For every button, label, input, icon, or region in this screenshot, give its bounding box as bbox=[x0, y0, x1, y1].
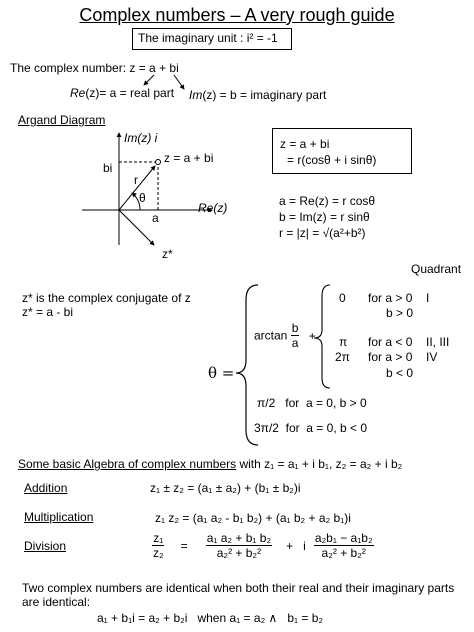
imaginary-part: Im(z) = b = imaginary part bbox=[189, 88, 327, 102]
identical-line3: a₁ + b₁i = a₂ + b₂i when a₁ = a₂ ∧ b₁ = b₂ bbox=[97, 611, 324, 625]
division-real-fraction: $\frac{\text{a₁ a₂ + b₁ b₂}}{\text{a₂² + b₂²}}$ bbox=[206, 531, 272, 560]
case0-quad: I bbox=[426, 291, 430, 305]
point-label: z = a + bi bbox=[164, 151, 214, 165]
relation-r: r = |z| = √(a²+b²) bbox=[279, 226, 366, 240]
case3-val: 2π bbox=[335, 350, 350, 364]
y-axis-label: Im(z) i bbox=[124, 131, 158, 145]
arctan-fraction: $\frac{b}{a}$ bbox=[291, 321, 299, 350]
addition-formula: z₁ ± z₂ = (a₁ ± a₂) + (b₁ ± b₂)i bbox=[150, 481, 301, 495]
page-title: Complex numbers – A very rough guide bbox=[79, 5, 395, 25]
real-part: Re(z)= a = real part bbox=[70, 86, 175, 100]
algebra-with: with z₁ = a₁ + i b₁, z₂ = a₂ + i b₂ bbox=[239, 457, 403, 471]
quadrant-heading: Quadrant bbox=[411, 262, 462, 276]
case1-cond: b > 0 bbox=[386, 306, 414, 320]
conjugate-line2: z* = a - bi bbox=[22, 305, 74, 319]
addition-label: Addition bbox=[24, 481, 68, 495]
complex-number-definition: The complex number: z = a + bi bbox=[10, 61, 179, 75]
case2-val: π bbox=[339, 335, 348, 349]
algebra-heading: Some basic Algebra of complex numbers bbox=[18, 457, 237, 471]
imaginary-unit-text: The imaginary unit : i² = -1 bbox=[138, 31, 278, 45]
multiplication-label: Multiplication bbox=[24, 510, 94, 524]
b-label: bi bbox=[103, 161, 113, 175]
conjugate-line1: z* is the complex conjugate of z bbox=[22, 291, 191, 305]
case3-quad: IV bbox=[426, 350, 438, 364]
theta-label: θ bbox=[139, 191, 146, 205]
identical-line1: Two complex numbers are identical when both their real and their imaginary parts bbox=[22, 581, 455, 595]
theta-equals: θ = bbox=[208, 364, 235, 382]
polar-line2: = r(cosθ + i sinθ) bbox=[287, 153, 377, 167]
r-label: r bbox=[134, 173, 138, 187]
case0-val: 0 bbox=[339, 291, 346, 305]
case0-cond: for a > 0 bbox=[368, 291, 413, 305]
argand-heading: Argand Diagram bbox=[18, 113, 106, 127]
relation-b: b = Im(z) = r sinθ bbox=[279, 210, 370, 224]
conjugate-label: z* bbox=[162, 247, 173, 261]
multiplication-formula: z₁ z₂ = (a₁ a₂ - b₁ b₂) + (a₁ b₂ + a₂ b₁)i bbox=[155, 511, 351, 525]
special-case-2: 3π/2 for a = 0, b < 0 bbox=[254, 421, 368, 435]
a-label: a bbox=[152, 211, 159, 225]
x-axis-label: Re(z) bbox=[198, 201, 228, 215]
division-formula: $\frac{\text{z₁}}{\text{z₂}}$ = $\frac{\text{a₁ a₂ + b₁ b₂}}{\text{a₂² + b₂²}}$ + i $\frac{\text{a₂b₁ − a₁b₂}}{\text{a₂² + b₂²}}$ bbox=[153, 531, 373, 560]
case4-cond: b < 0 bbox=[386, 366, 414, 380]
case3-cond: for a > 0 bbox=[368, 350, 413, 364]
arctan-expression: arctan $\frac{b}{a}$ + bbox=[254, 321, 316, 350]
case2-cond: for a < 0 bbox=[368, 335, 413, 349]
relation-a: a = Re(z) = r cosθ bbox=[279, 194, 376, 208]
division-lhs-fraction: $\frac{\text{z₁}}{\text{z₂}}$ bbox=[153, 531, 164, 560]
algebra-heading-line bbox=[18, 458, 402, 470]
special-case-1: π/2 for a = 0, b > 0 bbox=[257, 396, 367, 410]
division-imag-fraction: $\frac{\text{a₂b₁ − a₁b₂}}{\text{a₂² + b₂²}}$ bbox=[314, 531, 373, 560]
identical-line2: are identical: bbox=[22, 595, 91, 609]
case2-quad: II, III bbox=[426, 335, 450, 349]
division-label: Division bbox=[24, 539, 67, 553]
polar-line1: z = a + bi bbox=[280, 137, 330, 151]
